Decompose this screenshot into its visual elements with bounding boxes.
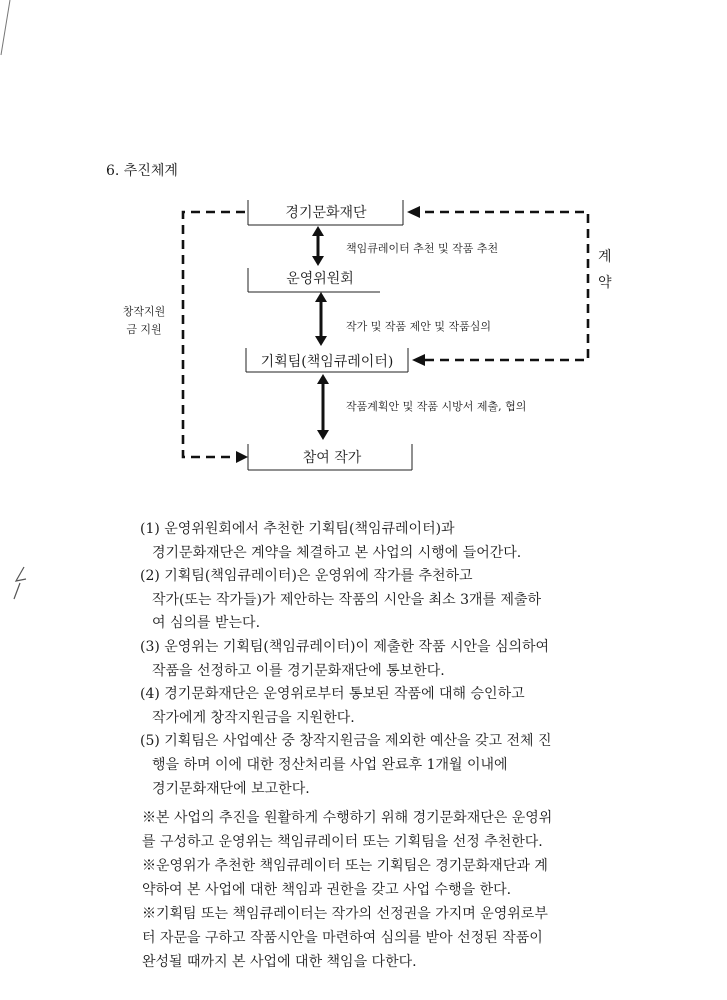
- right-top-arrowhead: [407, 206, 420, 218]
- note-line: 완성될 때까지 본 사업에 대한 책임을 다한다.: [142, 954, 417, 970]
- note-line: 터 자문을 구하고 작품시안을 마련하여 심의를 받아 선정된 작품이: [142, 930, 543, 946]
- side-label-contract: [598, 244, 612, 296]
- process-item-line: (1) 운영위원회에서 추천한 기획팀(책임큐레이터)과: [140, 521, 455, 537]
- edge-label-recommend: 책임큐레이터 추천 및 작품 추천: [346, 242, 499, 255]
- process-item: [140, 518, 620, 565]
- process-item: [140, 565, 620, 636]
- node-planning-team: 기획팀(책임큐레이터): [252, 351, 402, 371]
- node-artists: 참여 작가: [292, 447, 372, 467]
- process-item-line: (5) 기획팀은 사업예산 중 창작지원금을 제외한 예산을 갖고 전체 진: [140, 733, 552, 750]
- process-item: [140, 730, 620, 801]
- note-line: 를 구성하고 운영위는 책임큐레이터 또는 기획팀을 선정 추천한다.: [142, 834, 543, 850]
- notes-section: [142, 806, 622, 974]
- process-item-line: 경기문화재단은 계약을 체결하고 본 사업의 시행에 들어간다.: [152, 544, 522, 561]
- note-line: ※운영위가 추천한 책임큐레이터 또는 기획팀은 경기문화재단과 계: [142, 858, 548, 874]
- process-item-line: (2) 기획팀(책임큐레이터)은 운영위에 작가를 추천하고: [140, 568, 473, 585]
- side-label-support-line2: 금 지원: [126, 323, 162, 336]
- note-paragraph: [142, 902, 622, 974]
- side-label-support-line1: 창작지원: [122, 305, 166, 318]
- right-dashed-connector: [420, 212, 588, 360]
- note-paragraph: [142, 854, 622, 902]
- left-arrowhead: [236, 451, 248, 463]
- process-item-line: (4) 경기문화재단은 운영위로부터 통보된 작품에 대해 승인하고: [140, 686, 525, 703]
- edge-label-submit: 작품계획안 및 작품 시방서 제출, 협의: [346, 400, 527, 413]
- process-item-line: 작가(또는 작가들)가 제안하는 작품의 시안을 최소 3개를 제출하: [152, 591, 542, 608]
- note-line: ※기획팀 또는 책임큐레이터는 작가의 선정권을 가지며 운영위로부: [142, 906, 548, 922]
- process-item-line: 경기문화재단에 보고한다.: [152, 780, 310, 797]
- note-line: 약하여 본 사업에 대한 책임과 권한을 갖고 사업 수행을 한다.: [142, 882, 512, 898]
- left-dashed-connector: [183, 212, 245, 457]
- process-item-line: 행을 하며 이에 대한 정산처리를 사업 완료후 1개월 이내에: [152, 756, 508, 773]
- node-foundation: 경기문화재단: [270, 202, 382, 222]
- right-bottom-arrowhead: [412, 354, 425, 366]
- process-item: [140, 683, 620, 730]
- process-item-line: (3) 운영위는 기획팀(책임큐레이터)이 제출한 작품 시안을 심의하여: [140, 638, 550, 655]
- process-item-line: 작가에게 창작지원금을 지원한다.: [152, 709, 355, 726]
- process-item-line: 여 심의를 받는다.: [152, 615, 261, 632]
- side-label-contract-char1: 계: [598, 249, 612, 265]
- side-label-contract-char2: 약: [598, 275, 612, 291]
- section-title: 6. 추진체계: [106, 163, 178, 179]
- process-item-list: [140, 518, 620, 801]
- note-paragraph: [142, 806, 622, 854]
- margin-scribble-mark: [10, 563, 34, 603]
- process-item-line: 작품을 선정하고 이를 경기문화재단에 통보한다.: [152, 662, 445, 679]
- note-line: ※본 사업의 추진을 원활하게 수행하기 위해 경기문화재단은 운영위: [142, 810, 553, 826]
- side-label-support: [112, 303, 176, 339]
- process-item: [140, 636, 620, 683]
- edge-label-review: 작가 및 작품 제안 및 작품심의: [346, 320, 491, 333]
- node-committee: 운영위원회: [268, 268, 372, 288]
